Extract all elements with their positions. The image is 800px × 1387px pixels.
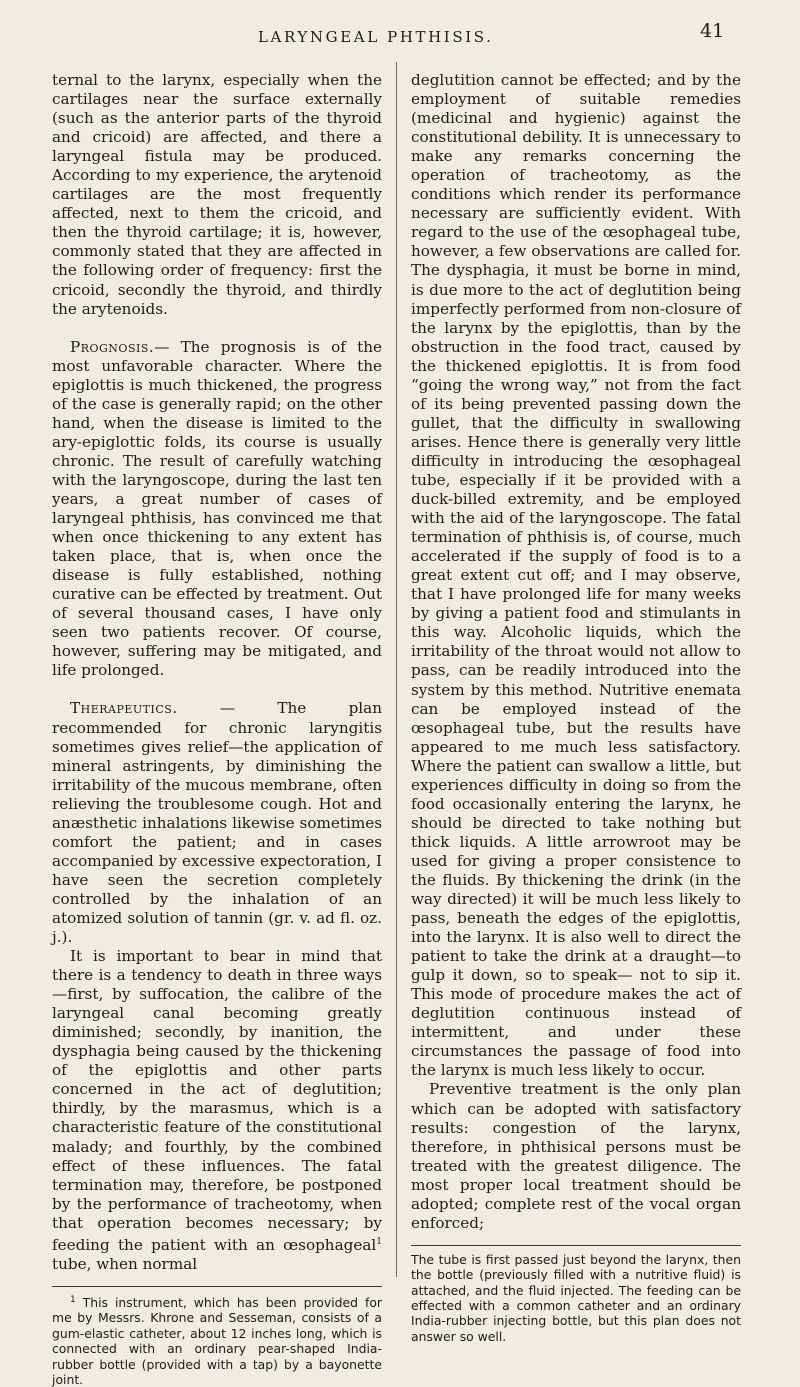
footnote-right: The tube is first passed just beyond the larynx, then the bottle (previously filled with a nutritive fluid) is attached, and the fluid injected. The feeding can be effected with a common catheter and an ordinary India-rubber injecting bottle, but this plan does not answer so well. [411, 1251, 741, 1344]
paragraph-cartilages: ternal to the larynx, especially when the cartilages near the surface externally (such as the anterior parts of the thyroid and cricoid) are affected, and there a laryngeal fistula may be produced. According to my experience, the arytenoid cartilages are the most frequently affected, next to them the cricoid, and then the thyroid cartilage; it is, however, commonly stated that they are affected in the following order of frequency: first the cricoid, secondly the thyroid, and thirdly the arytenoids. [52, 71, 382, 318]
paragraph-death-tendency [52, 947, 382, 1274]
running-head: LARYNGEAL PHTHISIS. [258, 28, 494, 46]
paragraph-deglutition: deglutition cannot be effected; and by the employment of suitable remedies (medicinal and hygienic) against the constitutional debility. It is unnecessary to make any remarks concerning the operation of tracheotomy, as the conditions which render its performance necessary are sufficiently evident. With regard to the use of the œsophageal tube, however, a few observations are called for. The dysphagia, it must be borne in mind, is due more to the act of deglutition being imperfectly performed from non-closure of the larynx by the epiglottis, than by the obstruction in the food tract, caused by the thickened epiglottis. It is from food “going the wrong way,” not from the fact of its being prevented passing down the gullet, that the difficulty in swallowing arises. Hence there is generally very little difficulty in introducing the œsophageal tube, especially if it be provided with a duck-billed extremity, and be employed with the aid of the laryngoscope. The fatal termination of phthisis is, of course, much accelerated if the supply of food is to a great extent cut off; and I may observe, that I have prolonged life for many weeks by giving a patient food and stimulants in this way. Alcoholic liquids, which the irritability of the throat would not allow to pass, can be readily introduced into the system by this method. Nutritive enemata can be employed instead of the œsophageal tube, but the results have appeared to me much less satisfactory. Where the patient can swallow a little, but experiences difficulty in doing so from the food occasionally entering the larynx, he should be directed to take nothing but thick liquids. A little arrowroot may be used for giving a proper consistence to the fluids. By thickening the drink (in the way directed) it will be much less likely to pass, beneath the edges of the epiglottis, into the larynx. It is also well to direct the patient to take the drink at a draught—to gulp it down, so to speak— not to sip it. This mode of procedure makes the act of deglutition continuous instead of intermittent, and under these circumstances the passage of food into the larynx is much less likely to occur. [411, 71, 741, 1080]
footnote-reference: 1 [376, 1236, 382, 1247]
therapeutics-text: — The plan recommended for chronic laryngitis sometimes gives relief—the application of mineral astringents, by diminishing the irritability of the mucous membrane, often relieving the troublesome cough. Hot and anæsthetic inhalations likewise sometimes comfort the patient; and in cases accompanied by excessive expectoration, I have seen the secretion completely controlled by the inhalation of an atomized solution of tannin (gr. v. ad fl. oz. j.). [52, 699, 382, 947]
paragraph-prognosis [52, 338, 382, 681]
prognosis-text: — The prognosis is of the most unfavorable character. Where the epiglottis is much thickened, the progress of the case is generally rapid; on the other hand, when the disease is limited to the ary-epiglottic folds, its course is usually chronic. The result of carefully watching with the laryngoscope, during the last ten years, a great number of cases of laryngeal phthisis, has convinced me that when once thickening to any extent has taken place, that is, when once the disease is fully established, nothing curative can be effected by treatment. Out of several thousand cases, I have only seen two patients recover. Of course, however, suffering may be mitigated, and life prolonged. [52, 337, 382, 680]
section-heading-prognosis: Prognosis. [70, 337, 155, 356]
page-number: 41 [700, 20, 725, 42]
section-heading-therapeutics: Therapeutics. [70, 699, 178, 718]
footnote-left [52, 1293, 382, 1387]
column-divider [396, 62, 397, 1277]
paragraph-therapeutics [52, 699, 382, 947]
death-tendency-text: It is important to bear in mind that there is a tendency to death in three ways —first, by suffocation, the calibre of the laryngeal canal becoming greatly diminished; secondly, by inanition, the dysphagia being caused by the thickening of the epiglottis and other parts concerned in the act of deglutition; thirdly, by the marasmus, which is a characteristic feature of the constitutional malady; and fourthly, by the combined effect of these influences. The fatal termination may, therefore, be postponed by the performance of tracheotomy, when that operation becomes necessary; by feeding the patient with an œsophageal [52, 947, 382, 1254]
death-tendency-text-end: tube, when normal [52, 1254, 198, 1273]
left-column [52, 71, 382, 1387]
footnote-marker: 1 [70, 1294, 76, 1305]
page-header [0, 18, 800, 48]
paragraph-preventive-treatment: Preventive treatment is the only plan which can be adopted with satisfactory results: congestion of the larynx, therefore, in phthisical persons must be treated with the greatest diligence. The most proper local treatment should be adopted; complete rest of the vocal organ enforced; [411, 1080, 741, 1232]
footnote-left-text: This instrument, which has been provided for me by Messrs. Khrone and Sesseman, consists of a gum-elastic catheter, about 12 inches long, which is connected with an ordinary pear-shaped India-rubber bottle (provided with a tap) by a bayonette joint. [52, 1295, 382, 1387]
footnote-rule [52, 1286, 382, 1287]
footnote-rule-right [411, 1245, 741, 1246]
right-column [411, 71, 741, 1344]
